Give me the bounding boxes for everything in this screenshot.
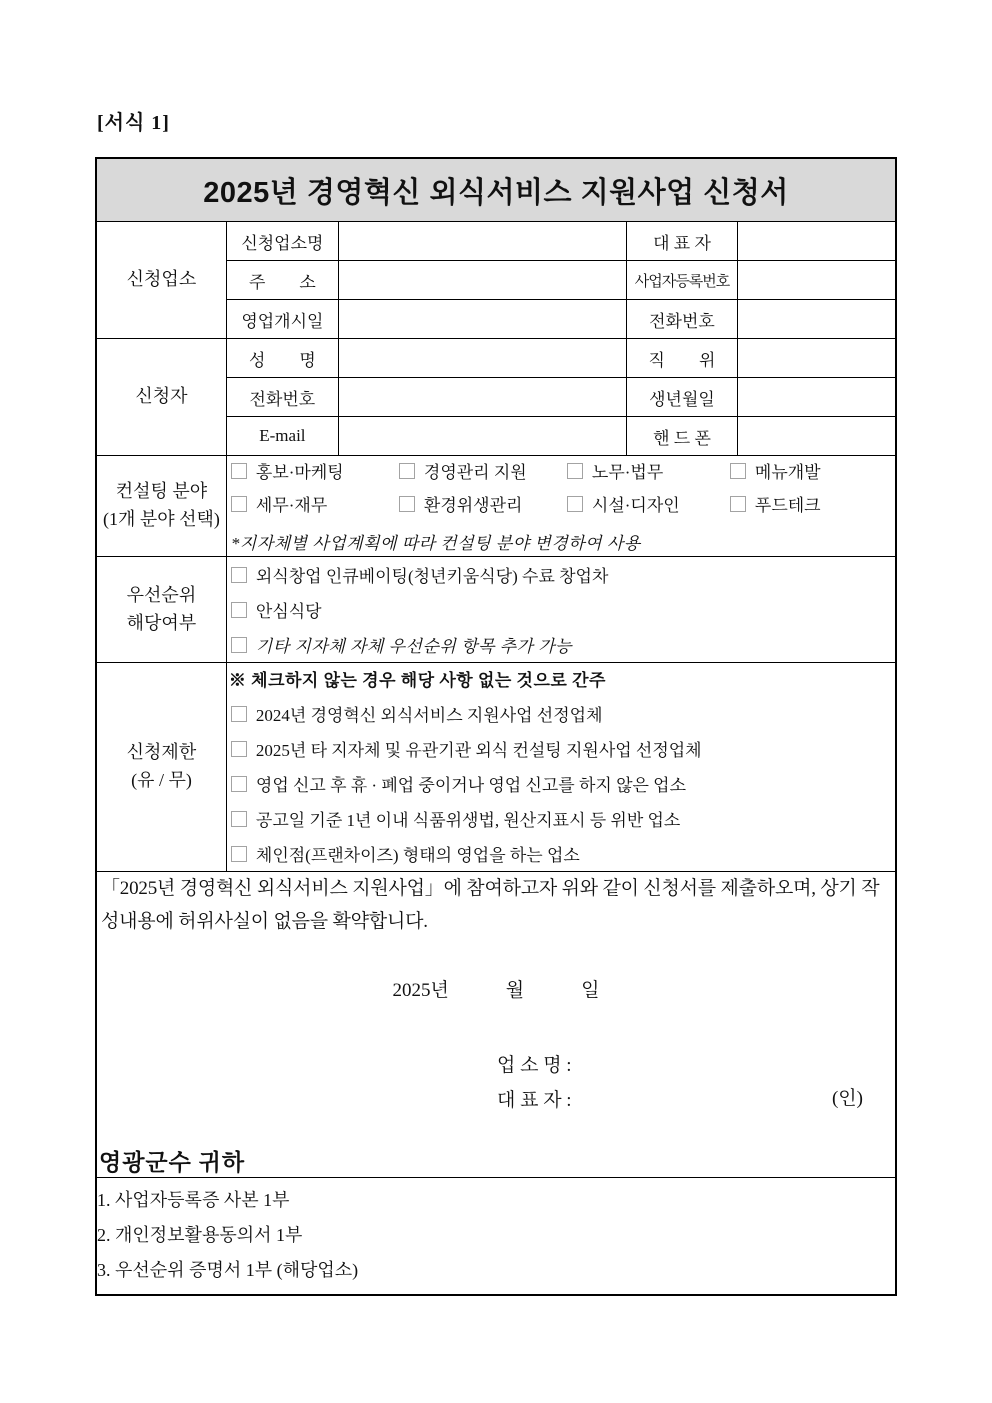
consulting-option-2-label: 노무·법무: [591, 463, 664, 482]
field-applicant-name[interactable]: [338, 339, 626, 378]
consulting-options-cell: [226, 456, 896, 557]
label-business-phone: 전화번호: [626, 300, 737, 339]
consulting-note: *지자체별 사업계획에 따라 컨설팅 분야 변경하여 사용: [230, 534, 641, 553]
form-title: 2025년 경영혁신 외식서비스 지원사업 신청서: [96, 158, 896, 222]
label-business-start-date: 영업개시일: [226, 300, 338, 339]
field-mobile-phone[interactable]: [738, 417, 896, 456]
field-applicant-phone[interactable]: [338, 378, 626, 417]
signature-business-name-label: 업 소 명 :: [497, 1054, 572, 1076]
restriction-option-2: [227, 766, 895, 801]
label-business-name: 신청업소명: [226, 222, 338, 261]
signature-representative-line: [497, 1083, 895, 1118]
section-label-business: 신청업소: [96, 222, 226, 339]
consulting-option-3-label: 메뉴개발: [754, 463, 821, 482]
consulting-option-7-label: 푸드테크: [754, 496, 821, 515]
field-business-start-date[interactable]: [338, 300, 626, 339]
label-position: 직 위: [626, 339, 737, 378]
priority-option-0: [227, 557, 895, 592]
field-address[interactable]: [338, 261, 626, 300]
restriction-option-4: [227, 836, 895, 871]
consulting-option-0: [231, 458, 399, 483]
signature-business-name-line: [497, 1048, 895, 1083]
consulting-checkbox-grid: [227, 456, 895, 520]
checkbox-consulting-labor-legal[interactable]: [567, 463, 583, 479]
checkbox-restriction-violation[interactable]: [231, 811, 247, 827]
restriction-label-line1: 신청제한: [126, 742, 197, 763]
label-representative: 대 표 자: [626, 222, 737, 261]
restriction-label-line2: (유 / 무): [131, 770, 192, 790]
consulting-label-line2: (1개 분야 선택): [102, 509, 220, 529]
seal-label: (인): [831, 1087, 863, 1109]
priority-label-line1: 우선순위: [126, 584, 197, 605]
priority-label-line2: 해당여부: [126, 612, 197, 633]
declaration-cell: [96, 872, 896, 1178]
section-label-restriction: [96, 663, 226, 872]
signature-representative-label: 대 표 자 :: [497, 1089, 572, 1111]
checkbox-consulting-tax-finance[interactable]: [231, 496, 247, 512]
label-business-registration-number: 사업자등록번호: [626, 261, 737, 300]
checkbox-restriction-2024-selected[interactable]: [231, 706, 247, 722]
attachment-item-1: 1. 사업자등록증 사본 1부: [97, 1190, 290, 1211]
consulting-option-1: [399, 458, 567, 483]
attachment-item-3: 3. 우선순위 증명서 1부 (해당업소): [97, 1260, 359, 1281]
field-representative[interactable]: [738, 222, 896, 261]
checkbox-priority-incubating[interactable]: [231, 567, 247, 583]
consulting-option-5: [399, 491, 567, 516]
priority-option-2: [227, 627, 895, 662]
checkbox-consulting-facility-design[interactable]: [567, 496, 583, 512]
checkbox-consulting-management[interactable]: [399, 463, 415, 479]
label-email: E-mail: [226, 417, 338, 456]
form-number-label: [서식 1]: [97, 112, 170, 134]
checkbox-consulting-marketing[interactable]: [231, 463, 247, 479]
declaration-text: 「2025년 경영혁신 외식서비스 지원사업」에 참여하고자 위와 같이 신청서를 제출하오며, 상기 작성내용에 허위사실이 없음을 확약합니다.: [101, 878, 880, 933]
field-email[interactable]: [338, 417, 626, 456]
signature-block: [97, 1048, 895, 1118]
checkbox-restriction-closed-business[interactable]: [231, 776, 247, 792]
consulting-option-6: [567, 491, 730, 516]
consulting-option-6-label: 시설·디자인: [591, 496, 680, 515]
priority-option-1-label: 안심식당: [255, 602, 322, 621]
label-birth-date: 생년월일: [626, 378, 737, 417]
consulting-label-line1: 컨설팅 분야: [115, 481, 208, 502]
checkbox-consulting-foodtech[interactable]: [730, 496, 746, 512]
recipient-title: 영광군수 귀하: [99, 1149, 246, 1175]
field-business-registration-number[interactable]: [738, 261, 896, 300]
section-label-consulting-field: [96, 456, 226, 557]
consulting-option-1-label: 경영관리 지원: [423, 463, 527, 482]
checkbox-priority-other[interactable]: [231, 637, 247, 653]
checkbox-consulting-menu-dev[interactable]: [730, 463, 746, 479]
checkbox-restriction-franchise[interactable]: [231, 846, 247, 862]
label-mobile-phone: 핸 드 폰: [626, 417, 737, 456]
consulting-option-0-label: 홍보·마케팅: [255, 463, 344, 482]
restriction-option-3: [227, 801, 895, 836]
restriction-option-3-label: 공고일 기준 1년 이내 식품위생법, 원산지표시 등 위반 업소: [255, 811, 681, 830]
restriction-note: ※ 체크하지 않는 경우 해당 사항 없는 것으로 간주: [228, 671, 606, 690]
label-applicant-phone: 전화번호: [226, 378, 338, 417]
label-applicant-name: 성 명: [226, 339, 338, 378]
restriction-option-4-label: 체인점(프랜차이즈) 형태의 영업을 하는 업소: [255, 846, 580, 865]
restriction-option-1-label: 2025년 타 지자체 및 유관기관 외식 컨설팅 지원사업 선정업체: [255, 741, 702, 760]
restriction-option-0-label: 2024년 경영혁신 외식서비스 지원사업 선정업체: [255, 706, 603, 725]
label-address: 주 소: [226, 261, 338, 300]
checkbox-restriction-2025-other[interactable]: [231, 741, 247, 757]
restriction-option-1: [227, 731, 895, 766]
consulting-option-4: [231, 491, 399, 516]
priority-option-1: [227, 592, 895, 627]
field-position[interactable]: [738, 339, 896, 378]
attachment-item-2: 2. 개인정보활용동의서 1부: [97, 1225, 303, 1246]
restriction-options-cell: [226, 663, 896, 872]
attachments-cell: [96, 1177, 896, 1295]
restriction-option-2-label: 영업 신고 후 휴 · 폐업 중이거나 영업 신고를 하지 않은 업소: [255, 776, 687, 795]
field-business-name[interactable]: [338, 222, 626, 261]
checkbox-priority-safe-restaurant[interactable]: [231, 602, 247, 618]
checkbox-consulting-hygiene[interactable]: [399, 496, 415, 512]
field-birth-date[interactable]: [738, 378, 896, 417]
field-business-phone[interactable]: [738, 300, 896, 339]
consulting-option-2: [567, 458, 730, 483]
section-label-priority: [96, 557, 226, 663]
consulting-option-3: [730, 458, 895, 483]
priority-option-0-label: 외식창업 인큐베이팅(청년키움식당) 수료 창업차: [255, 567, 609, 586]
consulting-option-5-label: 환경위생관리: [423, 496, 523, 515]
priority-options-cell: [226, 557, 896, 663]
section-label-applicant: 신청자: [96, 339, 226, 456]
declaration-date-line: 2025년 월 일: [392, 979, 600, 1001]
consulting-option-4-label: 세무·재무: [255, 496, 328, 515]
priority-option-2-label: 기타 지자체 자체 우선순위 항목 추가 가능: [255, 637, 573, 656]
application-form-table: [95, 157, 897, 1296]
consulting-option-7: [730, 491, 895, 516]
restriction-option-0: [227, 696, 895, 731]
